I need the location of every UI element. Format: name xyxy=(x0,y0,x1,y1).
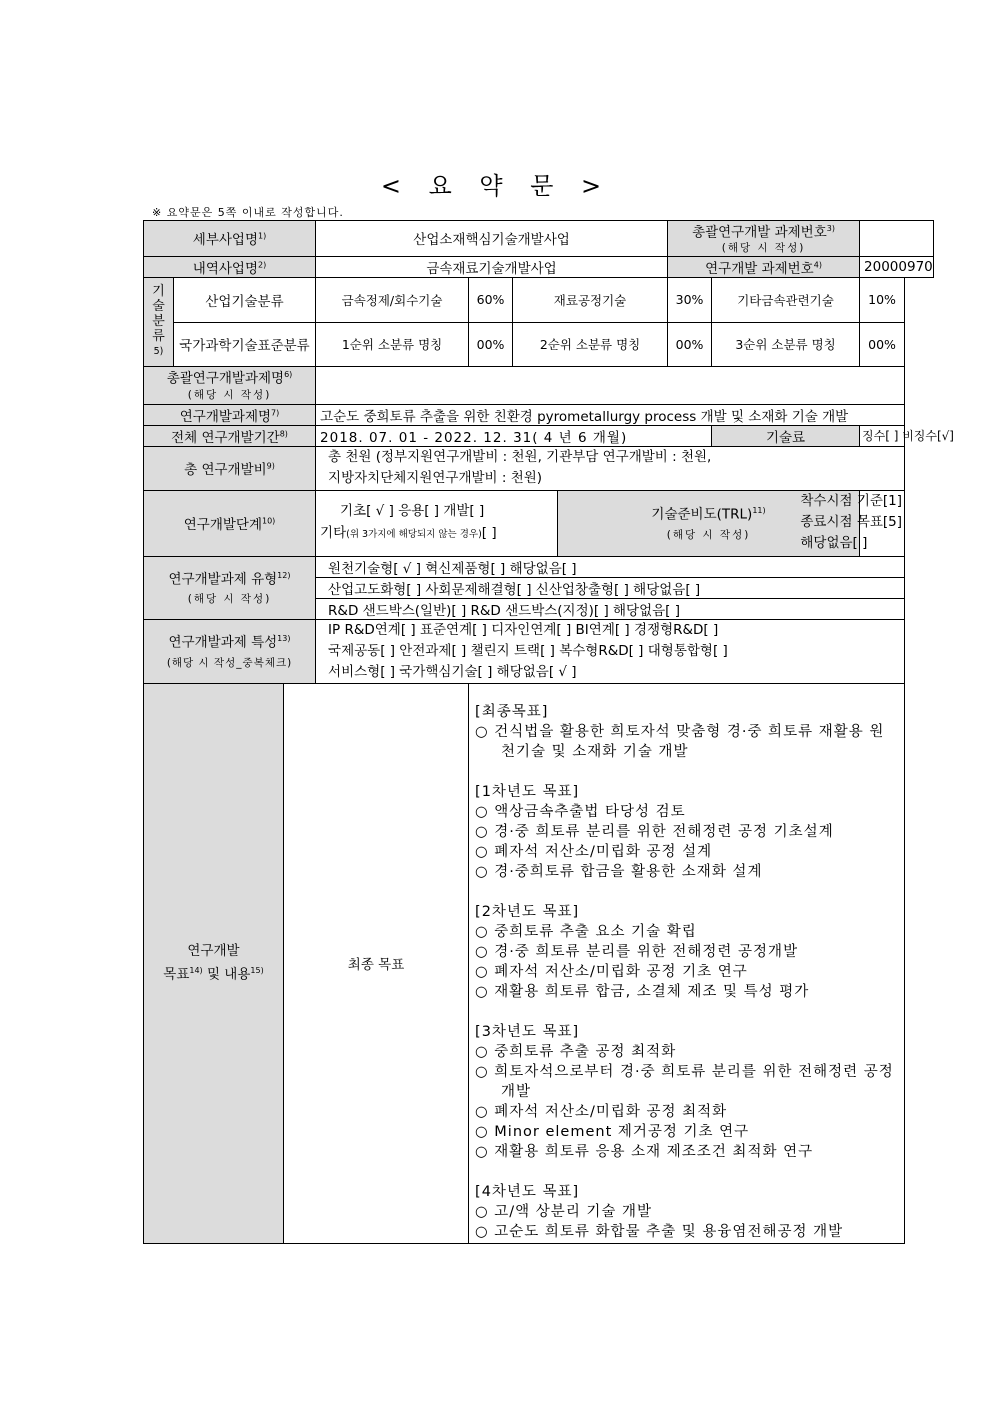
trl-value: 착수시점 기준[1] 종료시점 목표[5] 해당없음[ ] xyxy=(860,490,905,556)
project-type-line-3: R&D 샌드박스(일반)[ ] R&D 샌드박스(지정)[ ] 해당없음[ ] xyxy=(316,598,905,619)
detail-project-value: 산업소재핵심기술개발사업 xyxy=(316,221,668,257)
trl-label: 기술준비도(TRL)$^{11)}$ (해당 시 작성) xyxy=(558,490,860,556)
project-type-line-1: 원천기술형[ √ ] 혁신제품형[ ] 해당없음[ ] xyxy=(316,556,905,577)
industry-pct-1: 60% xyxy=(469,277,513,322)
national-classification-label: 국가과학기술표준분류 xyxy=(174,322,316,366)
detail-project-label: 세부사업명$^{1)}$ xyxy=(144,221,316,257)
project-feature-value: IP R&D연계[ ] 표준연계[ ] 디자인연계[ ] BI연계[ ] 경쟁형R&D[ ] 국제공동[ ] 안전과제[ ] 챌린지 트랙[ ] 복수형R&D[ ] 대형통합형[ ] 서비스형[ ] 국가핵심기술[ ] 해당없음[ √ ] xyxy=(316,619,905,683)
page-limit-note: ※ 요약문은 5쪽 이내로 작성합니다. xyxy=(152,206,344,219)
total-project-name-label: 총괄연구개발과제명$^{6)}$ (해당 시 작성) xyxy=(144,366,316,404)
national-pct-2: 00% xyxy=(668,322,712,366)
goals-label: 연구개발 목표$^{14)}$ 및 내용$^{15)}$ xyxy=(144,683,284,1243)
national-pct-3: 00% xyxy=(860,322,905,366)
project-name-value: 고순도 중희토류 추출을 위한 친환경 pyrometallurgy process 개발 및 소재화 기술 개발 xyxy=(316,404,905,425)
tech-classification-label: 기 술 분 류 5) xyxy=(144,277,174,366)
project-number-value: 20000970 xyxy=(860,256,934,277)
sub-project-value: 금속재료기술개발사업 xyxy=(316,256,668,277)
summary-table xyxy=(143,220,954,1244)
project-name-label: 연구개발과제명$^{7)}$ xyxy=(144,404,316,425)
document-title: < 요 약 문 > xyxy=(380,172,612,200)
budget-label: 총 연구개발비$^{9)}$ xyxy=(144,446,316,490)
period-label: 전체 연구개발기간$^{8)}$ xyxy=(144,425,316,446)
national-class-2: 2순위 소분류 명칭 xyxy=(513,322,668,366)
tech-fee-value: 징수[ ] 비징수[√] xyxy=(860,425,905,446)
goals-content: [최종목표] ○ 건식법을 활용한 희토자석 맞춤형 경·중 희토류 재활용 원 천기술 및 소재화 기술 개발 [1차년도 목표] ○ 액상금속추출법 타당성 검토 ○ 경·중 희토류 분리를 위한 전해정련 공정 기초설계 ○ 폐자석 저산소/미립화 공정 설계 ○ 경·중희토류 합금을 활용한 소재화 설계 [2차년도 목표] ○ 중희토류 추출 요소 기술 확립 ○ 경·중 희토류 분리를 위한 전해정련 공정개발 ○ 폐자석 저산소/미립화 공정 기초 연구 ○ 재활용 희토류 합금, 소결체 제조 및 특성 평가 [3차년도 목표] ○ 중희토류 추출 공정 최적화 ○ 희토자석으로부터 경·중 희토류 분리를 위한 전해정련 공정 개발 ○ 폐자석 저산소/미립화 공정 최적화 ○ Minor element 제거공정 기초 연구 ○ 재활용 희토류 응용 소재 제조조건 최적화 연구 [4차년도 목표] ○ 고/액 상분리 기술 개발 ○ 고순도 희토류 화합물 추출 및 용융염전해공정 개발 xyxy=(469,683,905,1243)
project-number-label: 연구개발 과제번호$^{4)}$ xyxy=(668,256,860,277)
project-feature-label: 연구개발과제 특성$^{13)}$ (해당 시 작성_중복체크) xyxy=(144,619,316,683)
sub-project-label: 내역사업명$^{2)}$ xyxy=(144,256,316,277)
industry-classification-label: 산업기술분류 xyxy=(174,277,316,322)
national-pct-1: 00% xyxy=(469,322,513,366)
industry-pct-2: 30% xyxy=(668,277,712,322)
stage-label: 연구개발단계$^{10)}$ xyxy=(144,490,316,556)
total-project-number-label: 총괄연구개발 과제번호$^{3)}$ (해당 시 작성) xyxy=(668,221,860,257)
total-project-name-value xyxy=(316,366,905,404)
tech-fee-label: 기술료 xyxy=(712,425,860,446)
project-type-label: 연구개발과제 유형$^{12)}$ (해당 시 작성) xyxy=(144,556,316,619)
total-project-number-value xyxy=(860,221,934,257)
final-goal-label: 최종 목표 xyxy=(284,683,469,1243)
period-value: 2018. 07. 01 - 2022. 12. 31( 4 년 6 개월) xyxy=(316,425,712,446)
national-class-3: 3순위 소분류 명칭 xyxy=(712,322,860,366)
industry-class-1: 금속정제/회수기술 xyxy=(316,277,469,322)
industry-pct-3: 10% xyxy=(860,277,905,322)
budget-value: 총 천원 (정부지원연구개발비 : 천원, 기관부담 연구개발비 : 천원, 지방자치단체지원연구개발비 : 천원) xyxy=(316,446,905,490)
industry-class-2: 재료공정기술 xyxy=(513,277,668,322)
project-type-line-2: 산업고도화형[ ] 사회문제해결형[ ] 신산업창출형[ ] 해당없음[ ] xyxy=(316,577,905,598)
national-class-1: 1순위 소분류 명칭 xyxy=(316,322,469,366)
stage-value: 기초[ √ ] 응용[ ] 개발[ ] 기타(위 3가지에 해당되지 않는 경우)[ ] xyxy=(316,490,558,556)
industry-class-3: 기타금속관련기술 xyxy=(712,277,860,322)
